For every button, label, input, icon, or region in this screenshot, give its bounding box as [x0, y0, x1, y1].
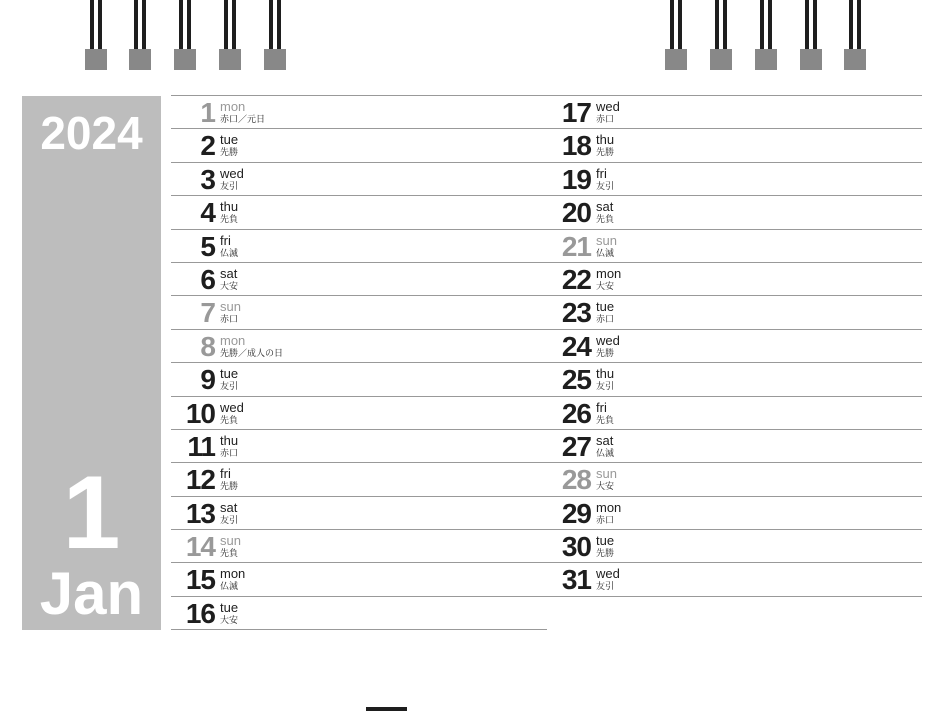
rokuyo-note: 友引: [220, 514, 239, 525]
day-number: 17: [561, 97, 591, 128]
day-number: 7: [200, 297, 215, 329]
day-of-week: mon: [220, 99, 246, 114]
day-number: 9: [200, 364, 215, 396]
rokuyo-note: 赤口: [596, 114, 615, 124]
day-of-week: mon: [220, 566, 246, 582]
day-row: [171, 163, 547, 196]
rokuyo-note: 友引: [220, 381, 239, 392]
rokuyo-note: 先勝: [220, 481, 239, 492]
day-of-week: sat: [596, 199, 614, 215]
day-number: 8: [200, 330, 215, 362]
rokuyo-note: 先負: [220, 214, 239, 225]
day-row: [171, 96, 547, 129]
binding-ring: [800, 0, 822, 70]
rokuyo-note: 赤口／元日: [220, 114, 266, 124]
day-number: 30: [561, 531, 591, 563]
day-row: [547, 129, 922, 162]
day-of-week: sat: [220, 265, 238, 281]
day-of-week: wed: [596, 99, 620, 114]
day-number: 6: [200, 263, 215, 295]
day-number: 20: [561, 197, 591, 229]
day-row: [171, 597, 547, 630]
rokuyo-note: 赤口: [596, 314, 615, 325]
day-number: 11: [187, 430, 215, 462]
binding-ring: [710, 0, 732, 70]
day-row: [171, 330, 547, 363]
day-row: [547, 563, 922, 596]
day-of-week: wed: [596, 566, 620, 582]
day-row: [171, 196, 547, 229]
day-of-week: thu: [220, 199, 239, 215]
day-row: [547, 263, 922, 296]
rokuyo-note: 仏滅: [220, 247, 239, 258]
day-of-week: thu: [220, 432, 239, 448]
day-number: 3: [200, 163, 215, 195]
day-column-left: [171, 95, 547, 630]
day-row: [171, 397, 547, 430]
day-row: [171, 430, 547, 463]
rokuyo-note: 大安: [220, 280, 239, 291]
day-of-week: fri: [220, 466, 231, 482]
rokuyo-note: 赤口: [220, 447, 239, 458]
day-row: [547, 397, 922, 430]
binding-ring: [85, 0, 107, 70]
day-of-week: sun: [220, 533, 241, 549]
day-of-week: tue: [220, 599, 239, 615]
day-of-week: wed: [596, 332, 620, 348]
day-of-week: tue: [596, 299, 615, 315]
day-row: [171, 129, 547, 162]
day-row: [171, 563, 547, 596]
day-row: [171, 263, 547, 296]
rokuyo-note: 友引: [596, 581, 615, 592]
day-of-week: sat: [220, 499, 238, 515]
day-of-week: thu: [596, 366, 615, 382]
rokuyo-note: 大安: [596, 280, 615, 291]
rokuyo-note: 先勝: [596, 147, 615, 158]
rokuyo-note: 仏滅: [596, 447, 615, 458]
day-of-week: wed: [220, 399, 244, 415]
rokuyo-note: 赤口: [220, 314, 239, 325]
day-of-week: mon: [596, 499, 622, 515]
day-number: 13: [185, 497, 215, 529]
day-of-week: fri: [596, 165, 607, 181]
day-row: [547, 330, 922, 363]
day-number: 14: [185, 531, 215, 563]
day-number: 21: [561, 230, 591, 262]
rokuyo-note: 先負: [596, 214, 615, 225]
day-number: 16: [185, 597, 215, 629]
day-number: 31: [561, 564, 591, 596]
day-of-week: fri: [220, 232, 231, 248]
day-row: [547, 530, 922, 563]
rokuyo-note: 大安: [220, 614, 239, 625]
day-row: [171, 363, 547, 396]
month-name: Jan: [39, 560, 144, 627]
day-number: 25: [561, 364, 591, 396]
year-label: 2024: [40, 107, 143, 159]
binding-ring: [665, 0, 687, 70]
day-of-week: tue: [596, 533, 615, 549]
day-number: 29: [561, 497, 591, 529]
day-of-week: tue: [220, 132, 239, 148]
day-number: 12: [185, 464, 215, 496]
rokuyo-note: 先勝／成人の日: [220, 347, 284, 358]
day-of-week: mon: [220, 332, 246, 348]
binding-ring: [755, 0, 777, 70]
day-number: 27: [561, 430, 591, 462]
day-number: 1: [200, 97, 215, 128]
rokuyo-note: 先負: [596, 414, 615, 425]
rokuyo-note: 仏滅: [220, 581, 239, 592]
day-row: [171, 230, 547, 263]
binding-ring: [129, 0, 151, 70]
day-number: 5: [200, 230, 215, 262]
rokuyo-note: 先負: [220, 414, 239, 425]
day-of-week: sun: [596, 466, 617, 482]
rokuyo-note: 仏滅: [596, 247, 615, 258]
day-of-week: fri: [596, 399, 607, 415]
binding-ring: [844, 0, 866, 70]
page-divider: [366, 707, 407, 711]
day-row: [547, 196, 922, 229]
day-row: [547, 296, 922, 329]
day-column-right: [547, 95, 922, 597]
rokuyo-note: 赤口: [596, 514, 615, 525]
day-of-week: thu: [596, 132, 615, 148]
binding-ring: [174, 0, 196, 70]
day-number: 4: [200, 197, 215, 229]
day-row: [547, 363, 922, 396]
binding-ring: [264, 0, 286, 70]
day-number: 10: [185, 397, 215, 429]
rokuyo-note: 友引: [596, 180, 615, 191]
day-row: [171, 497, 547, 530]
day-number: 26: [561, 397, 591, 429]
day-number: 23: [561, 297, 591, 329]
rokuyo-note: 先勝: [220, 147, 239, 158]
rokuyo-note: 先勝: [596, 548, 615, 559]
month-number: 1: [62, 455, 121, 571]
rokuyo-note: 先負: [220, 548, 239, 559]
day-row: [547, 497, 922, 530]
day-row: [547, 230, 922, 263]
day-row: [171, 296, 547, 329]
day-of-week: tue: [220, 366, 239, 382]
day-number: 18: [561, 130, 591, 162]
rokuyo-note: 友引: [220, 180, 239, 191]
rokuyo-note: 友引: [596, 381, 615, 392]
day-row: [547, 463, 922, 496]
day-number: 22: [561, 263, 591, 295]
day-row: [171, 530, 547, 563]
day-number: 19: [561, 163, 591, 195]
day-of-week: wed: [220, 165, 244, 181]
day-of-week: sun: [596, 232, 617, 248]
day-row: [547, 163, 922, 196]
binding-ring: [219, 0, 241, 70]
day-number: 24: [561, 330, 591, 362]
day-of-week: sat: [596, 432, 614, 448]
month-sidebar: [22, 96, 161, 630]
day-row: [547, 430, 922, 463]
day-number: 28: [561, 464, 591, 496]
day-row: [171, 463, 547, 496]
day-of-week: mon: [596, 265, 622, 281]
day-of-week: sun: [220, 299, 241, 315]
day-number: 15: [185, 564, 215, 596]
day-number: 2: [200, 130, 215, 162]
day-row: [547, 96, 922, 129]
rokuyo-note: 大安: [596, 481, 615, 492]
rokuyo-note: 先勝: [596, 347, 615, 358]
